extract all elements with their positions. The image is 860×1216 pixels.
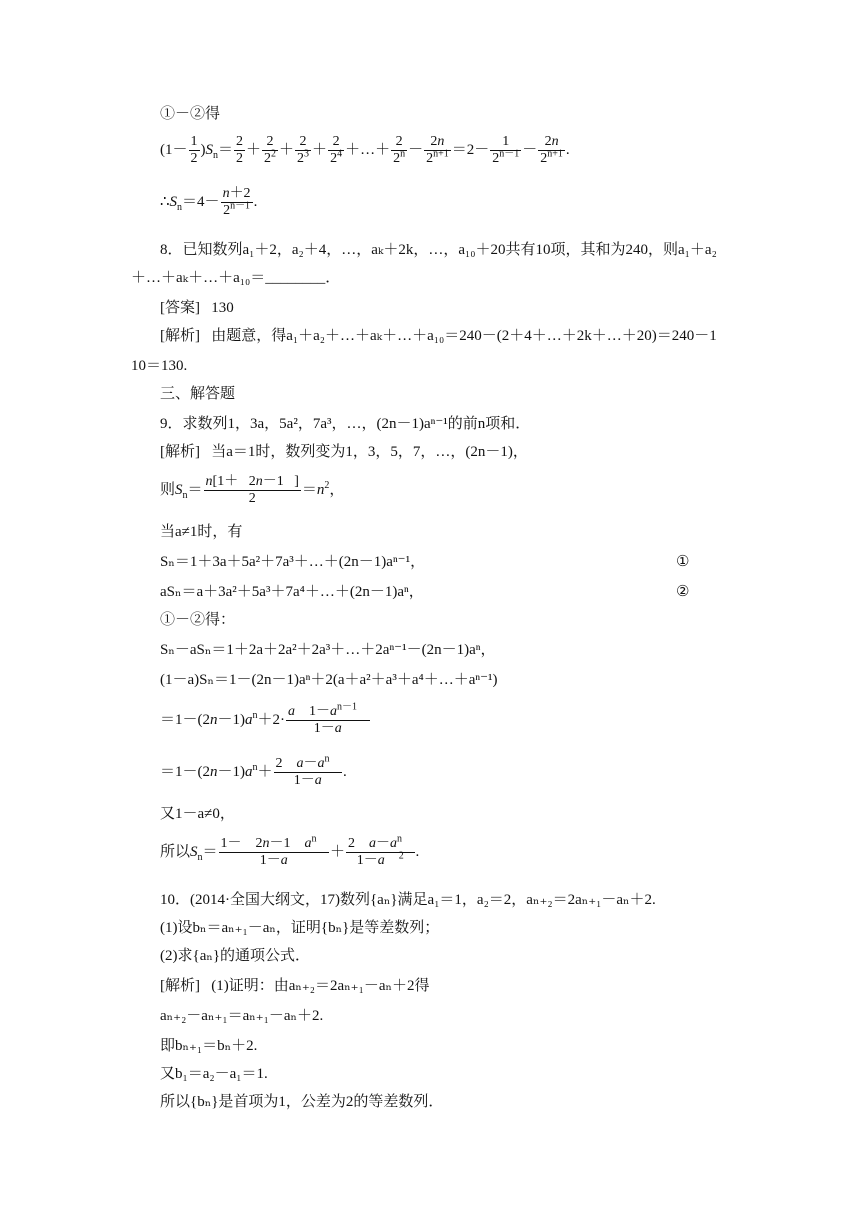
question-8-line2: ＋…＋aₖ＋…＋a₁₀＝________． [131,270,341,286]
answer-line [160,298,780,318]
solution-10-line4: 又b₁＝a₂－a₁＝1. [160,1066,268,1082]
solution-text: (1)证明：由aₙ₊₂＝2aₙ₊₁－aₙ＋2得 [211,978,430,994]
solution-8-line2: 10＝130. [131,358,188,374]
solution-10-line2: aₙ₊₂－aₙ₊₁＝aₙ₊₁－aₙ＋2. [160,1008,324,1024]
equation-2-marker: ② [676,584,690,600]
solution-10-line5: 所以{bₙ}是首项为1，公差为2的等差数列． [160,1094,444,1110]
equation-1: Sₙ＝1＋3a＋5a²＋7a³＋…＋(2n－1)aⁿ⁻¹， [160,554,426,570]
solution-text: 由题意，得a₁＋a₂＋…＋aₖ＋…＋a₁₀＝240－(2＋4＋…＋2k＋…＋20)＝240－1 [211,328,717,344]
solution-label: [解析] [160,328,200,344]
solution-label: [解析] [160,978,200,994]
formula-sum-difference: (1－ $\frac{1}{2}$ )$S_n=$ $\frac{2}{2}$ ＋ $\frac{2}{2^2}$ ＋ $\frac{2}{2^3}$ ＋ $\frac{2}{2^4}$ ＋…＋ $\frac{2}{2^n}$ － $\frac{2n}{2^{n+1}}$ ＝2－ $\frac{1}{2^{n-1}}$ － $\frac{2n}{2^{n+1}}$ . [160,134,570,166]
formula-final-sn: 所以$S_n=$ $\frac{1- 2n-1 a^n}{1-a}$ ＋ $\frac{2 a-a^n}{1-a ^2}$ . [160,833,420,868]
solution-9-line1 [160,442,780,462]
question-10: 10．(2014·全国大纲文，17)数列{aₙ}满足a₁＝1，a₂＝2，aₙ₊₂＝2aₙ₊₁－aₙ＋2. [160,892,656,908]
question-9: 9．求数列1，3a，5a²，7a³，…，(2n－1)aⁿ⁻¹的前n项和． [160,416,531,432]
question-8-line1: 8．已知数列a₁＋2，a₂＋4，…，aₖ＋2k，…，a₁₀＋20共有10项，其和为240，则a₁＋a₂ [160,242,717,258]
equation-6: $=1-(2n-1)a^n+$ $\frac{2 a-a^n}{1-a}$ . [160,753,347,788]
section-heading: 三、解答题 [160,386,236,402]
step-label: ①－②得： [160,612,236,628]
solution-8-line1 [160,326,780,346]
equation-3: Sₙ－aSₙ＝1＋2a＋2a²＋2a³＋…＋2aⁿ⁻¹－(2n－1)aⁿ， [160,642,496,658]
equation-2: aSₙ＝a＋3a²＋5a³＋7a⁴＋…＋(2n－1)aⁿ， [160,584,424,600]
answer-label: [答案] [160,300,200,316]
condition-nonzero: 又1－a≠0， [160,806,235,822]
equation-1-marker: ① [676,554,690,570]
formula-sn-result: $\therefore S_n=4-$ $\frac{n+2}{2^{n-1}}$ . [160,186,258,218]
equation-4: (1－a)Sₙ＝1－(2n－1)aⁿ＋2(a＋a²＋a³＋a⁴＋…＋aⁿ⁻¹) [160,672,498,688]
question-10-part2: (2)求{aₙ}的通项公式． [160,948,311,964]
answer-value: 130 [211,300,234,316]
step-label: ①－②得 [160,106,221,122]
formula-sn-a-equals-1: 则$S_n=$ $\frac{n[1+ 2n-1 ]}{2}$ $=n^2$， [160,474,345,506]
solution-10-line1 [160,976,780,996]
solution-label: [解析] [160,444,200,460]
condition-a-not-1: 当a≠1时，有 [160,524,243,540]
solution-text: 当a＝1时，数列变为1，3，5，7，…，(2n－1)， [211,444,528,460]
question-10-part1: (1)设bₙ＝aₙ₊₁－aₙ，证明{bₙ}是等差数列； [160,920,440,936]
equation-5: $=1-(2n-1)a^n+2\cdot$ $\frac{a 1-a^{n-1}}{1-a}$ [160,704,780,737]
solution-10-line3: 即bₙ₊₁＝bₙ＋2. [160,1038,258,1054]
